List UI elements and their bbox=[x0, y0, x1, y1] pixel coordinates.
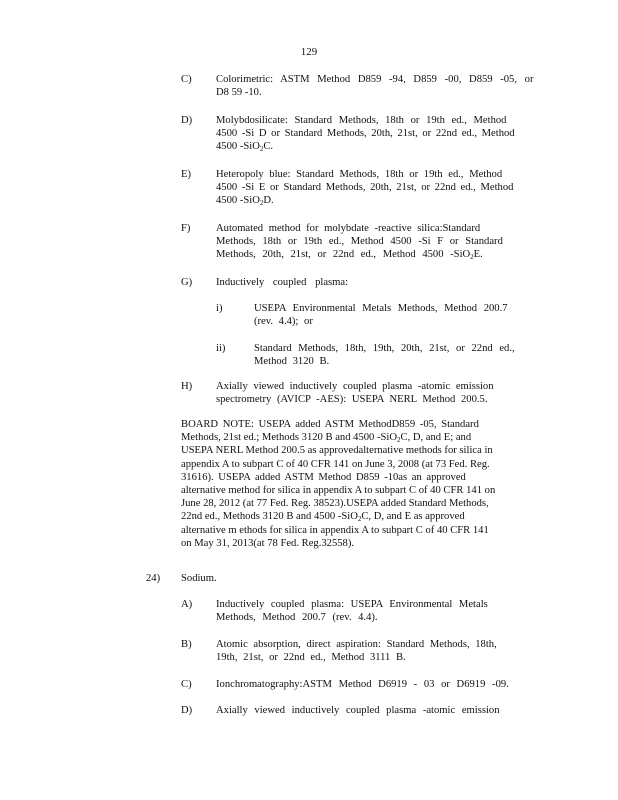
item-label-e: E) bbox=[181, 169, 191, 180]
subscript: 2 bbox=[259, 145, 264, 154]
text-line: Atomic absorption, direct aspiration: Standard Methods, 18th, bbox=[216, 639, 497, 650]
note-line: 31616). USEPA added ASTM Method D859 -10as an approved bbox=[181, 471, 466, 483]
item-label-f: F) bbox=[181, 223, 191, 234]
text-line: Heteropoly blue: Standard Methods, 18th or 19th ed., Method bbox=[216, 169, 503, 180]
text-fragment: C, D, and E; and bbox=[400, 432, 472, 444]
text-line: Ionchromatography:ASTM Method D6919 - 03 or D6919 -09. bbox=[216, 679, 509, 690]
item-label-g: G) bbox=[181, 277, 193, 288]
text-fragment: 4500 -SiO bbox=[216, 195, 260, 207]
sodium-item-label-c: C) bbox=[181, 679, 192, 690]
sodium-item-text-a bbox=[216, 598, 524, 624]
section-title-sodium: Sodium. bbox=[181, 573, 217, 584]
text-fragment: Methods, 21st ed.; Methods 3120 B and 4500 -SiO bbox=[181, 432, 397, 444]
subscript: 2 bbox=[470, 253, 474, 262]
note-line: on May 31, 2013(at 78 Fed. Reg.32558). bbox=[181, 537, 355, 549]
sodium-item-text-b bbox=[216, 638, 524, 664]
page-number: 129 bbox=[300, 46, 318, 58]
board-note bbox=[181, 418, 541, 550]
note-line: USEPA NERL Method 200.5 as approvedalternative methods for silica in bbox=[181, 445, 493, 457]
text-line: Inductively coupled plasma: USEPA Environmental Metals bbox=[216, 599, 488, 610]
text-fragment: C, D, and E as approved bbox=[361, 511, 465, 523]
subscript: 2 bbox=[397, 436, 401, 445]
subitem-label-i: i) bbox=[216, 303, 223, 314]
subitem-text-i bbox=[254, 302, 524, 328]
sodium-item-label-d: D) bbox=[181, 705, 193, 716]
text-line: Inductively coupled plasma: bbox=[216, 277, 349, 288]
subitem-label-ii: ii) bbox=[216, 343, 226, 354]
sodium-item-label-a: A) bbox=[181, 599, 193, 610]
sodium-item-label-b: B) bbox=[181, 639, 192, 650]
subitem-text-ii bbox=[254, 342, 524, 368]
note-line: BOARD NOTE: USEPA added ASTM MethodD859 -05, Standard bbox=[181, 419, 479, 430]
item-label-c: C) bbox=[181, 74, 192, 85]
text-line bbox=[216, 194, 524, 207]
text-fragment: Methods, 20th, 21st, or 22nd ed., Method 4500 -SiO bbox=[216, 249, 471, 261]
text-fragment: E. bbox=[473, 249, 483, 261]
subscript: 2 bbox=[357, 515, 362, 524]
section-label-24: 24) bbox=[146, 573, 161, 584]
item-text-e bbox=[216, 168, 524, 208]
subscript: 2 bbox=[259, 199, 264, 208]
text-line: USEPA Environmental Metals Methods, Method 200.7 bbox=[254, 303, 508, 314]
note-line bbox=[181, 510, 541, 523]
text-line: Molybdosilicate: Standard Methods, 18th or 19th ed., Method bbox=[216, 115, 507, 126]
text-line: 4500 -Si D or Standard Methods, 20th, 21st, or 22nd ed., Method bbox=[216, 128, 515, 140]
note-line bbox=[181, 431, 541, 444]
note-line: appendix A to subpart C of 40 CFR 141 on June 3, 2008 (at 73 Fed. Reg. bbox=[181, 458, 490, 470]
item-text-h bbox=[216, 380, 524, 406]
item-label-h: H) bbox=[181, 381, 193, 392]
text-line: Methods, Method 200.7 (rev. 4.4). bbox=[216, 612, 378, 624]
text-line bbox=[216, 140, 524, 153]
text-line: (rev. 4.4); or bbox=[254, 316, 313, 328]
item-text-c bbox=[216, 73, 534, 99]
text-line: D8 59 -10. bbox=[216, 87, 262, 99]
sodium-item-text-c bbox=[216, 678, 524, 691]
note-line: alternative m ethods for silica in appendix A to subpart C of 40 CFR 141 bbox=[181, 524, 489, 536]
text-fragment: C. bbox=[263, 141, 274, 153]
text-line: Axially viewed inductively coupled plasma -atomic emission bbox=[216, 705, 500, 716]
text-line: Automated method for molybdate -reactive silica:Standard bbox=[216, 223, 481, 234]
text-fragment: 22nd ed., Methods 3120 B and 4500 -SiO bbox=[181, 511, 358, 523]
note-line: alternative method for silica in appendix A to subpart C of 40 CFR 141 on bbox=[181, 485, 496, 497]
text-line: 19th, 21st, or 22nd ed., Method 3111 B. bbox=[216, 652, 406, 664]
text-line: Axially viewed inductively coupled plasma -atomic emission bbox=[216, 381, 494, 392]
text-line: 4500 -Si E or Standard Methods, 20th, 21st, or 22nd ed., Method bbox=[216, 182, 514, 194]
sodium-item-text-d bbox=[216, 704, 524, 717]
text-fragment: D. bbox=[263, 195, 274, 207]
text-line: spectrometry (AVICP -AES): USEPA NERL Method 200.5. bbox=[216, 394, 488, 406]
text-line: Standard Methods, 18th, 19th, 20th, 21st, or 22nd ed., bbox=[254, 343, 515, 354]
item-label-d: D) bbox=[181, 115, 193, 126]
text-fragment: 4500 -SiO bbox=[216, 141, 260, 153]
note-line: June 28, 2012 (at 77 Fed. Reg. 38523).USEPA added Standard Methods, bbox=[181, 498, 489, 510]
item-text-g bbox=[216, 276, 524, 289]
item-text-d bbox=[216, 114, 524, 154]
text-line: Methods, 18th or 19th ed., Method 4500 -Si F or Standard bbox=[216, 236, 503, 248]
text-line: Method 3120 B. bbox=[254, 356, 330, 368]
item-text-f bbox=[216, 222, 524, 262]
text-line: Colorimetric: ASTM Method D859 -94, D859 -00, D859 -05, or bbox=[216, 74, 534, 85]
text-line bbox=[216, 248, 524, 261]
